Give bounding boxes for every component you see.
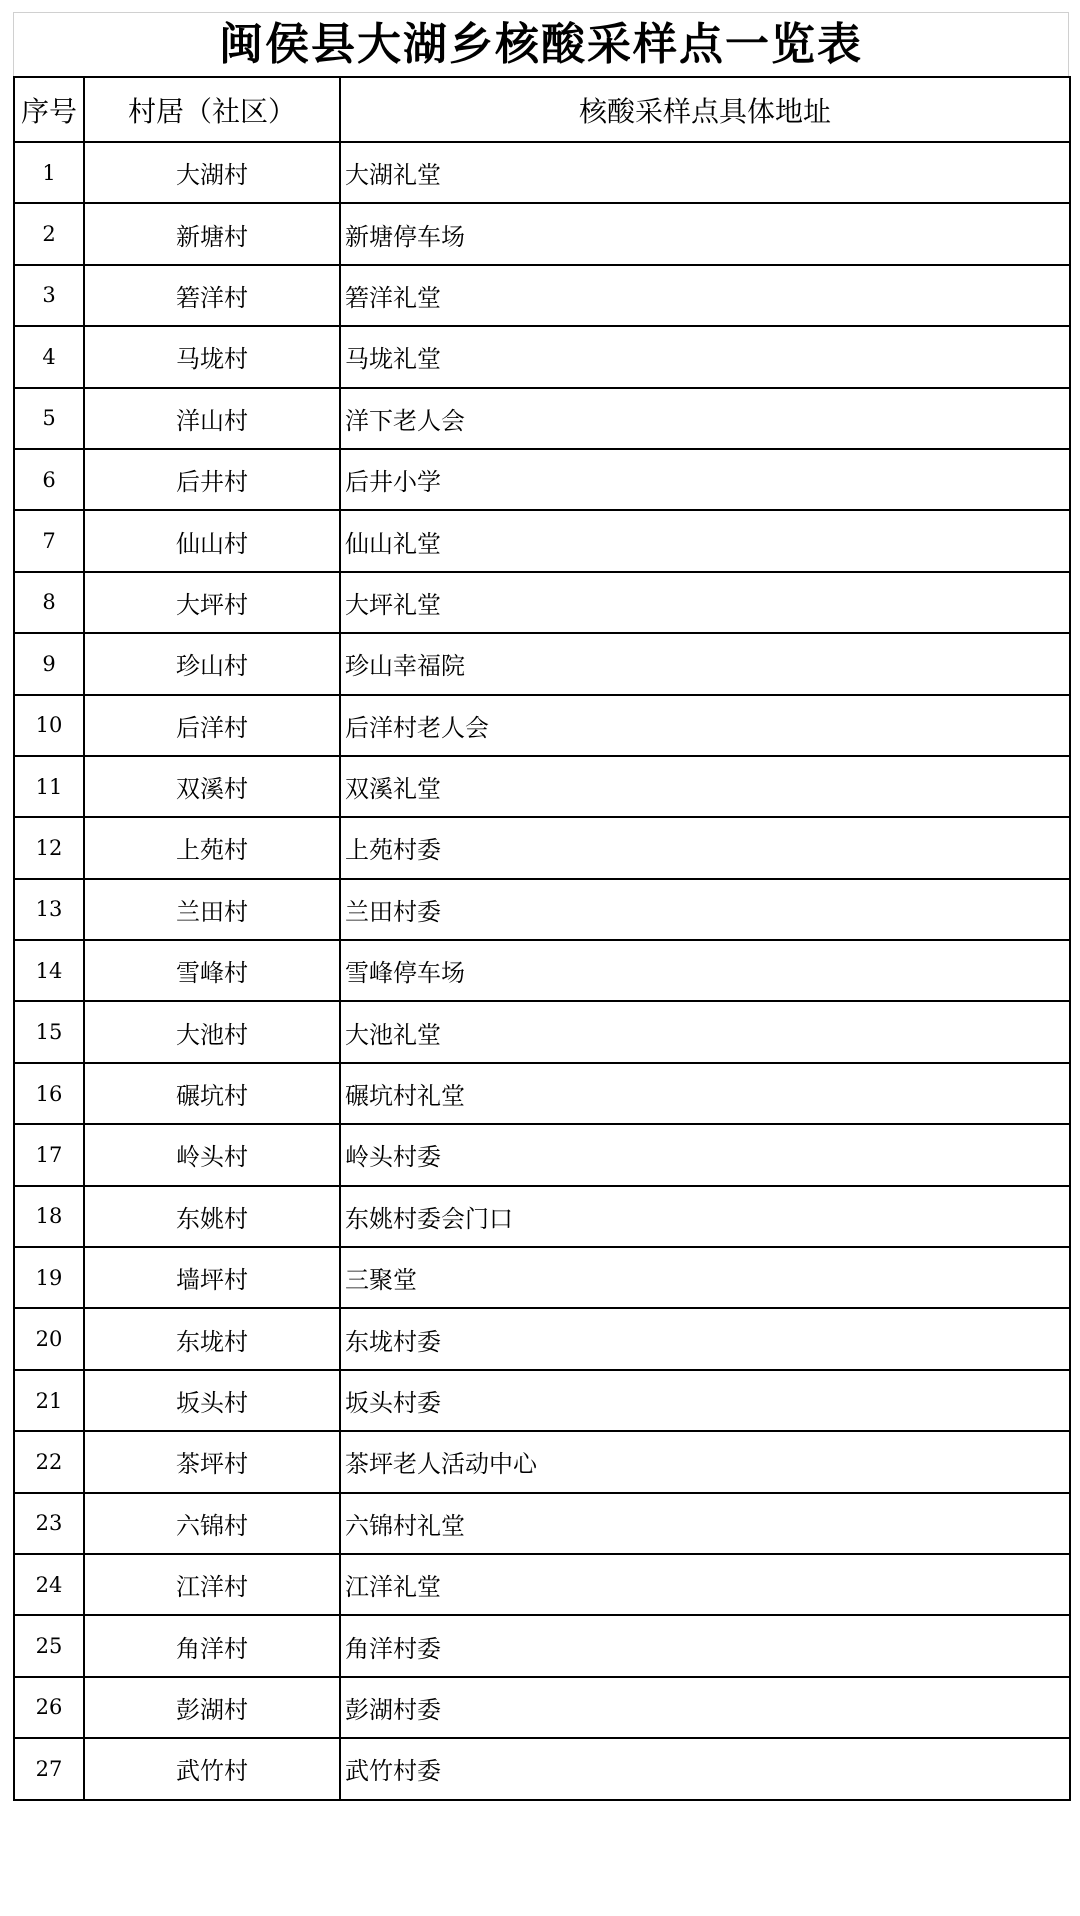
village-cell: 六锦村 [84, 1493, 340, 1554]
address-cell: 角洋村委 [340, 1615, 1070, 1676]
table-row [14, 1493, 1070, 1554]
village-cell: 大坪村 [84, 572, 340, 633]
row-index-cell: 5 [14, 388, 84, 449]
village-cell: 大湖村 [84, 142, 340, 203]
table-row [14, 1738, 1070, 1799]
address-cell: 岭头村委 [340, 1124, 1070, 1185]
row-index-cell: 1 [14, 142, 84, 203]
table-row [14, 756, 1070, 817]
table-row [14, 633, 1070, 694]
address-cell: 大坪礼堂 [340, 572, 1070, 633]
village-cell: 仙山村 [84, 510, 340, 571]
village-cell: 岭头村 [84, 1124, 340, 1185]
address-cell: 新塘停车场 [340, 203, 1070, 264]
table-row [14, 1247, 1070, 1308]
row-index-cell: 18 [14, 1186, 84, 1247]
row-index-cell: 11 [14, 756, 84, 817]
address-cell: 箬洋礼堂 [340, 265, 1070, 326]
table-row [14, 1677, 1070, 1738]
row-index-cell: 3 [14, 265, 84, 326]
address-cell: 东垅村委 [340, 1308, 1070, 1369]
village-cell: 双溪村 [84, 756, 340, 817]
village-cell: 彭湖村 [84, 1677, 340, 1738]
village-cell: 东垅村 [84, 1308, 340, 1369]
table-row [14, 265, 1070, 326]
village-cell: 武竹村 [84, 1738, 340, 1799]
address-cell: 三聚堂 [340, 1247, 1070, 1308]
table-row [14, 388, 1070, 449]
table-row [14, 1431, 1070, 1492]
address-cell: 上苑村委 [340, 817, 1070, 878]
address-cell: 珍山幸福院 [340, 633, 1070, 694]
address-cell: 坂头村委 [340, 1370, 1070, 1431]
row-index-cell: 25 [14, 1615, 84, 1676]
village-cell: 后洋村 [84, 695, 340, 756]
table-row [14, 510, 1070, 571]
table-row [14, 1308, 1070, 1369]
address-cell: 洋下老人会 [340, 388, 1070, 449]
table-row [14, 1186, 1070, 1247]
row-index-cell: 21 [14, 1370, 84, 1431]
address-cell: 马垅礼堂 [340, 326, 1070, 387]
row-index-cell: 27 [14, 1738, 84, 1799]
village-cell: 后井村 [84, 449, 340, 510]
row-index-cell: 23 [14, 1493, 84, 1554]
address-cell: 碾坑村礼堂 [340, 1063, 1070, 1124]
sampling-sites-sheet [13, 12, 1069, 1801]
row-index-cell: 20 [14, 1308, 84, 1369]
address-cell: 江洋礼堂 [340, 1554, 1070, 1615]
village-cell: 马垅村 [84, 326, 340, 387]
row-index-cell: 22 [14, 1431, 84, 1492]
row-index-cell: 8 [14, 572, 84, 633]
address-cell: 武竹村委 [340, 1738, 1070, 1799]
row-index-cell: 13 [14, 879, 84, 940]
table-row [14, 940, 1070, 1001]
row-index-cell: 10 [14, 695, 84, 756]
row-index-cell: 17 [14, 1124, 84, 1185]
village-cell: 箬洋村 [84, 265, 340, 326]
village-cell: 雪峰村 [84, 940, 340, 1001]
village-cell: 上苑村 [84, 817, 340, 878]
village-cell: 茶坪村 [84, 1431, 340, 1492]
table-row [14, 817, 1070, 878]
table-row [14, 1615, 1070, 1676]
column-header-address: 核酸采样点具体地址 [340, 77, 1070, 142]
row-index-cell: 15 [14, 1001, 84, 1062]
row-index-cell: 12 [14, 817, 84, 878]
table-row [14, 572, 1070, 633]
sampling-sites-table [13, 76, 1071, 1801]
row-index-cell: 24 [14, 1554, 84, 1615]
address-cell: 茶坪老人活动中心 [340, 1431, 1070, 1492]
row-index-cell: 6 [14, 449, 84, 510]
address-cell: 兰田村委 [340, 879, 1070, 940]
table-row [14, 879, 1070, 940]
table-row [14, 449, 1070, 510]
address-cell: 彭湖村委 [340, 1677, 1070, 1738]
village-cell: 新塘村 [84, 203, 340, 264]
row-index-cell: 26 [14, 1677, 84, 1738]
address-cell: 大池礼堂 [340, 1001, 1070, 1062]
address-cell: 东姚村委会门口 [340, 1186, 1070, 1247]
table-header-row [14, 77, 1070, 142]
village-cell: 坂头村 [84, 1370, 340, 1431]
column-header-village: 村居（社区） [84, 77, 340, 142]
row-index-cell: 4 [14, 326, 84, 387]
table-row [14, 1124, 1070, 1185]
address-cell: 大湖礼堂 [340, 142, 1070, 203]
table-row [14, 1554, 1070, 1615]
row-index-cell: 7 [14, 510, 84, 571]
table-row [14, 695, 1070, 756]
village-cell: 洋山村 [84, 388, 340, 449]
table-row [14, 203, 1070, 264]
address-cell: 仙山礼堂 [340, 510, 1070, 571]
village-cell: 角洋村 [84, 1615, 340, 1676]
row-index-cell: 2 [14, 203, 84, 264]
column-header-index: 序号 [14, 77, 84, 142]
address-cell: 后井小学 [340, 449, 1070, 510]
table-row [14, 326, 1070, 387]
table-row [14, 1370, 1070, 1431]
village-cell: 大池村 [84, 1001, 340, 1062]
row-index-cell: 14 [14, 940, 84, 1001]
row-index-cell: 16 [14, 1063, 84, 1124]
address-cell: 六锦村礼堂 [340, 1493, 1070, 1554]
address-cell: 双溪礼堂 [340, 756, 1070, 817]
village-cell: 江洋村 [84, 1554, 340, 1615]
table-row [14, 1063, 1070, 1124]
row-index-cell: 19 [14, 1247, 84, 1308]
table-row [14, 1001, 1070, 1062]
table-body [14, 142, 1070, 1800]
village-cell: 兰田村 [84, 879, 340, 940]
village-cell: 墙坪村 [84, 1247, 340, 1308]
village-cell: 珍山村 [84, 633, 340, 694]
page-title: 闽侯县大湖乡核酸采样点一览表 [13, 12, 1069, 76]
address-cell: 雪峰停车场 [340, 940, 1070, 1001]
table-row [14, 142, 1070, 203]
address-cell: 后洋村老人会 [340, 695, 1070, 756]
village-cell: 碾坑村 [84, 1063, 340, 1124]
village-cell: 东姚村 [84, 1186, 340, 1247]
row-index-cell: 9 [14, 633, 84, 694]
